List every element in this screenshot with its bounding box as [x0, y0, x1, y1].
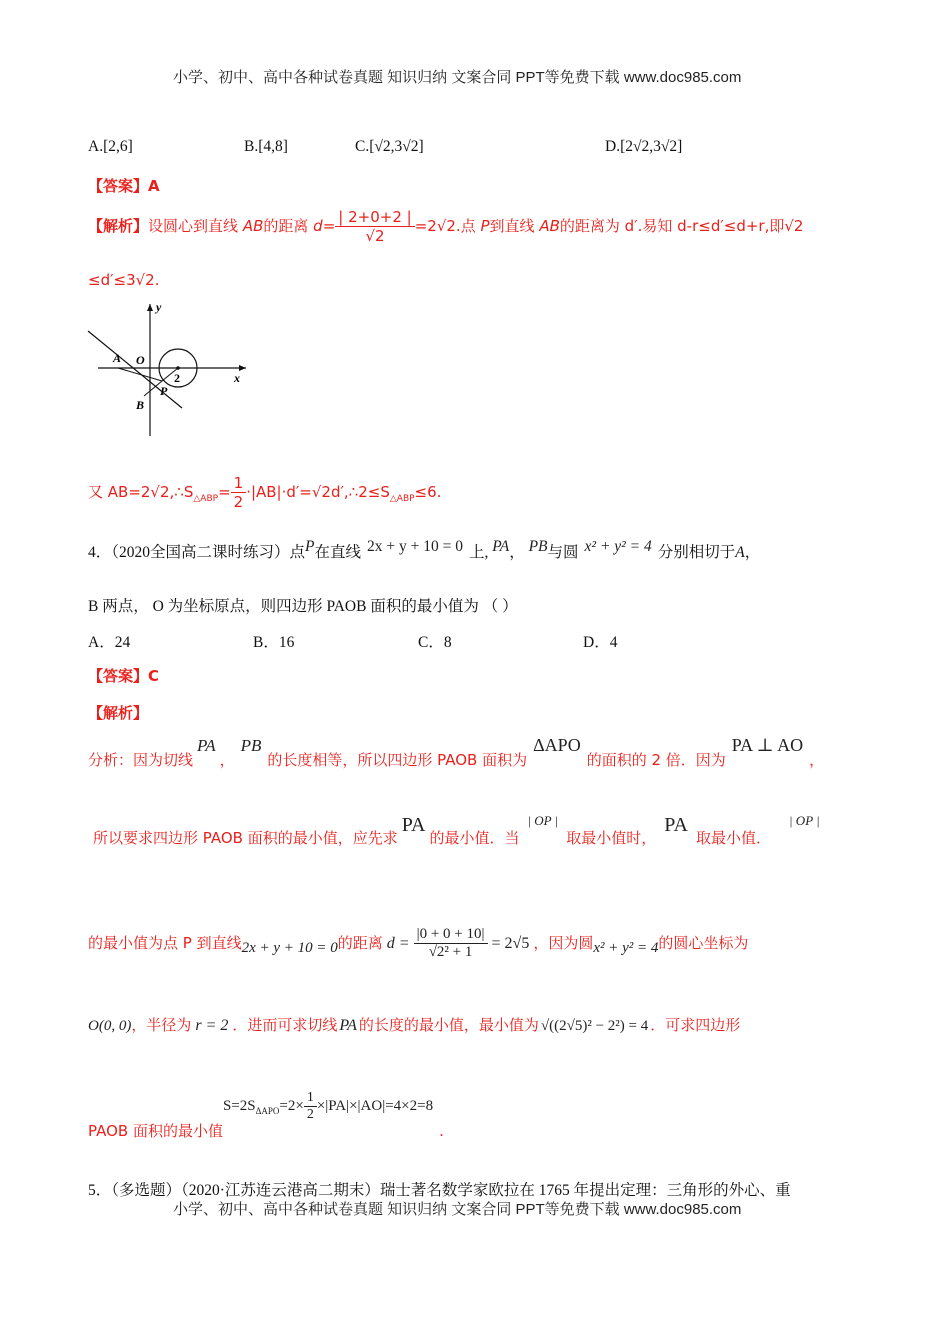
page-header: 小学、初中、高中各种试卷真题 知识归纳 文案合同 PPT等免费下载 www.doc985.com — [173, 69, 742, 86]
q4-s4b: ．进而可求切线 — [232, 1016, 338, 1034]
q4-s4d: ．可求四边形 — [650, 1016, 741, 1034]
q4-l1a: 4．（2020全国高二课时练习）点 — [88, 544, 306, 561]
q4-s3-eq: 2x + y + 10 = 0 — [241, 940, 338, 956]
q4-s3-den: √2² + 1 — [428, 944, 473, 960]
q4-s4c: 的长度的最小值，最小值为 — [358, 1016, 539, 1034]
q4-s3b: 的距离 — [337, 934, 383, 952]
q4-s5-end: . — [439, 1121, 444, 1140]
q4-s3-num: |0 + 0 + 10| — [414, 926, 488, 944]
q4-circle-eq: x² + y² = 4 — [584, 538, 652, 555]
q5-line1: 5．（多选题）（2020·江苏连云港高二期末）瑞士著名数学家欧拉在 1765 年提出定理：三角形的外心、重 — [88, 1182, 791, 1199]
q4-s1-tri: ΔAPO — [533, 735, 581, 755]
label-b: B — [136, 398, 145, 412]
q3-a6: d′.易知 — [624, 217, 673, 235]
q4-l1e: 分别相切于 — [657, 544, 736, 561]
q3-option-d: D.[2√2,3√2] — [605, 138, 683, 155]
q3-a5: 的距离为 — [559, 217, 620, 235]
q4-s1 — [88, 735, 825, 770]
q3-conclusion: 又 $AB=2√2,\therefore S_{\triangle ABP}=$ $\frac{1}{2}$ $\cdot|AB|\cdot d'=√2d',\therefore 2\le S_{\triangle ABP}\le 6$. — [88, 474, 442, 511]
q4-s3-d: d = — [386, 935, 410, 952]
q3-a2: 的距离 — [263, 217, 309, 235]
q3-c2: ·|AB|·d′=√2d′,∴2≤S — [246, 483, 390, 501]
q4-s4-pa: PA — [339, 1017, 357, 1034]
q4-s3-res: = 2√5 — [491, 935, 530, 952]
q4-s1b: ， — [219, 751, 235, 769]
q3-a7: d-r≤d′≤d+r,即√2 — [677, 217, 804, 235]
q4-s3-circ: x² + y² = 4 — [593, 940, 659, 956]
segment-ap — [118, 368, 162, 381]
q4-s4a: ，半径为 — [131, 1016, 192, 1034]
q3-figure — [86, 296, 256, 441]
q4-l1b: 在直线 — [314, 544, 361, 561]
q3-option-c: C.[√2,3√2] — [355, 138, 424, 155]
q4-s2d: 取最小值． — [695, 829, 771, 847]
label-two: 2 — [174, 371, 180, 385]
q3-a1: 设圆心到直线 — [148, 217, 239, 235]
q4-s2-pa2: PA — [664, 814, 688, 836]
q4-s5-e3: ×|PA|×|AO|=4×2=8 — [316, 1097, 434, 1114]
q4-analysis-label: 【解析】 — [88, 704, 149, 722]
x-axis-arrow — [239, 365, 246, 371]
q4-a-pt: A — [735, 544, 745, 561]
q4-s2b: 的最小值．当 — [429, 829, 520, 847]
q3-analysis-line2: ≤d′≤3√2. — [88, 271, 160, 289]
q4-s3e: 的圆心坐标为 — [658, 934, 749, 952]
q3-option-b: B.[4,8] — [244, 138, 288, 155]
q4-s5-e1: S=2S — [222, 1097, 256, 1114]
q4-s1-pb: PB — [240, 736, 262, 755]
q4-stem-line2: B 两点， O 为坐标原点，则四边形 PAOB 面积的最小值为 （ ） — [88, 598, 518, 615]
q3-option-a: A.[2,6] — [88, 138, 133, 155]
q4-s1e: ， — [809, 751, 825, 769]
q4-s5-den: 2 — [306, 1107, 314, 1122]
label-p: P — [160, 384, 168, 398]
q4-option-c: C．8 — [418, 634, 452, 651]
q4-s1-pa: PA — [197, 736, 216, 755]
q3-c3: ≤6. — [414, 483, 442, 501]
q4-s4-expr: √((2√5)² − 2²) = 4 — [540, 1018, 649, 1034]
q4-s5a: PAOB 面积的最小值 — [88, 1121, 223, 1140]
q3-c-sub1: △ABP — [193, 494, 219, 504]
q3-c-frac-num: 1 — [231, 474, 247, 493]
q4-s1a: 分析：因为切线 — [88, 751, 194, 769]
q4-s1-perp: PA ⊥ AO — [731, 735, 804, 755]
q3-frac-den: √2 — [365, 227, 385, 245]
q3-a4: 到直线 — [489, 217, 535, 235]
q4-s5-num: 1 — [304, 1090, 317, 1107]
q4-option-a: A．24 — [88, 634, 131, 651]
q3-c-frac-den: 2 — [233, 493, 244, 511]
q4-s2-pa: PA — [401, 814, 426, 836]
q4-pb: PB — [528, 538, 548, 555]
q4-s4-r: r = 2 — [195, 1017, 229, 1034]
q4-s2-op: | OP | — [527, 813, 559, 828]
q3-c1: 又 AB=2√2,∴S — [88, 483, 194, 501]
q4-s5-sub: ΔAPO — [255, 1105, 280, 1116]
q4-option-b: B．16 — [253, 634, 295, 651]
q3-a3: =2√2.点 — [414, 217, 476, 235]
q4-p: P — [305, 538, 315, 555]
q4-s2a: 所以要求四边形 PAOB 面积的最小值，应先求 — [93, 829, 398, 847]
q4-stem-line1: 4．（2020全国高二课时练习）点P在直线 2x + y + 10 = 0 上, PA， PB与圆 x² + y² = 4 分别相切于A， — [88, 538, 761, 561]
q4-s5-expr — [222, 1090, 434, 1122]
q4-s3a: 的最小值为点 P 到直线 — [88, 934, 242, 952]
label-y: y — [156, 300, 162, 314]
q4-s3c: ，因为圆 — [533, 934, 594, 952]
q4-s4 — [88, 1014, 740, 1035]
page-footer: 小学、初中、高中各种试卷真题 知识归纳 文案合同 PPT等免费下载 www.doc985.com — [173, 1201, 742, 1218]
y-axis-arrow — [147, 304, 153, 311]
q4-pa: PA — [492, 538, 510, 555]
q3-c-sub2: △ABP — [389, 494, 415, 504]
q4-s1c: 的长度相等，所以四边形 PAOB 面积为 — [267, 751, 528, 769]
q4-s2 — [93, 813, 820, 849]
q4-s5 — [88, 1090, 444, 1140]
q4-option-d: D．4 — [583, 634, 618, 651]
q4-s1d: 的面积的 2 倍．因为 — [586, 751, 726, 769]
q4-answer: 【答案】C — [88, 667, 160, 685]
label-a: A — [113, 351, 122, 365]
q4-s2-op2: | OP | — [788, 813, 820, 828]
label-o: O — [136, 353, 145, 367]
q3-analysis-line1: 【解析】设圆心到直线 AB的距离 d= $\frac{| 2+0+2 |}{√2}$ =2√2.点 P到直线 AB的距离为 d′.易知 d-r≤d′≤d+r,即√2 — [88, 208, 804, 245]
q3-analysis-label: 【解析】 — [88, 217, 149, 235]
q4-s2c: 取最小值时， — [566, 829, 657, 847]
q4-s4-o: O(0, 0) — [88, 1018, 132, 1034]
q4-line-eq: 2x + y + 10 = 0 — [367, 538, 463, 555]
q4-s3 — [88, 926, 748, 961]
q4-l1c: 上, — [468, 544, 489, 561]
q4-s5-e2: =2× — [279, 1097, 304, 1114]
q4-comma: ， — [509, 544, 525, 561]
center-point — [176, 366, 180, 370]
q3-frac-num: | 2+0+2 | — [335, 208, 414, 227]
q3-answer: 【答案】A — [88, 177, 160, 195]
q4-l1d: 与圆 — [547, 544, 579, 561]
label-x: x — [234, 371, 240, 385]
line-ab — [88, 331, 182, 408]
